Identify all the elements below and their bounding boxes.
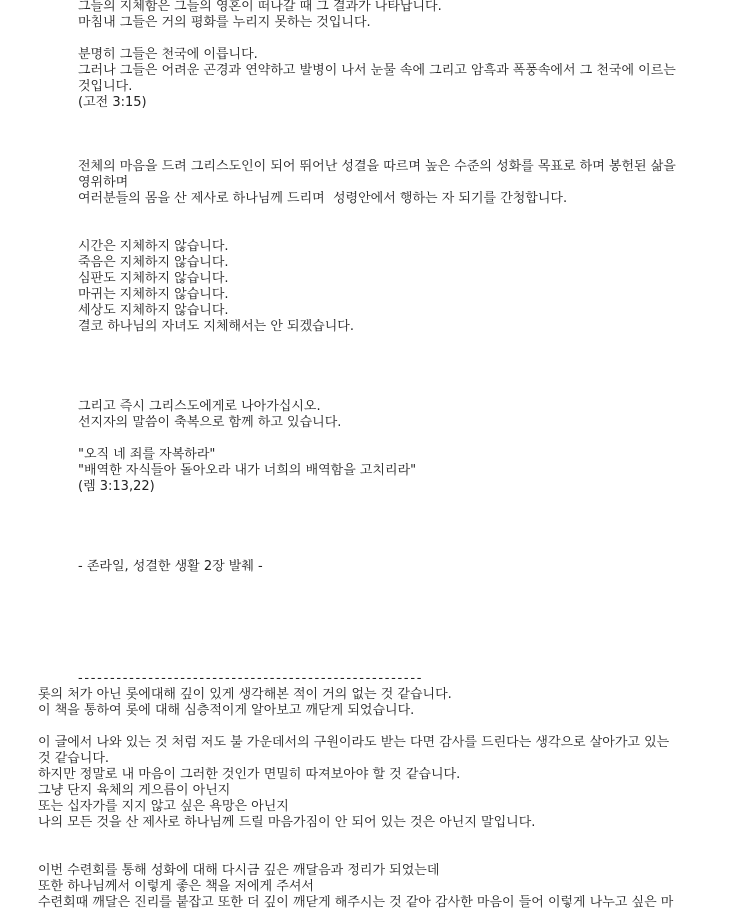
text-line: 전체의 마음을 드려 그리스도인이 되어 뛰어난 성결을 따르며 높은 수준의 성화를 목표로 하며 봉헌된 삶을 bbox=[78, 159, 676, 174]
text-line: 그냥 단지 육체의 게으름이 아닌지 bbox=[38, 783, 231, 798]
paragraph bbox=[38, 687, 744, 719]
text-line: 수련회때 깨달은 진리를 붙잡고 또한 더 깊이 깨닫게 해주시는 것 같아 감사한 마음이 들어 이렇게 나누고 싶은 마 bbox=[38, 895, 674, 910]
text-line: 마침내 그들은 거의 평화를 누리지 못하는 것입니다. bbox=[78, 15, 371, 30]
paragraph bbox=[38, 735, 744, 831]
text-line: 영위하며 bbox=[78, 175, 129, 190]
scripture-quote: "오직 네 죄를 자복하라" bbox=[78, 447, 216, 462]
text-line: 또한 하나님께서 이렇게 좋은 책을 저에게 주셔서 bbox=[38, 879, 314, 894]
paragraph bbox=[38, 863, 744, 911]
text-line: 또는 십자가를 지지 않고 싶은 욕망은 아닌지 bbox=[38, 799, 289, 814]
text-line: 결코 하나님의 자녀도 지체해서는 안 되겠습니다. bbox=[78, 319, 354, 334]
text-line: 죽음은 지체하지 않습니다. bbox=[78, 255, 229, 270]
paragraph bbox=[78, 447, 744, 495]
source-attribution: - 존라일, 성결한 생활 2장 발췌 - bbox=[78, 559, 263, 574]
text-line: 분명히 그들은 천국에 이릅니다. bbox=[78, 47, 258, 62]
text-line: 마귀는 지체하지 않습니다. bbox=[78, 287, 229, 302]
text-line: 그러나 그들은 어려운 곤경과 연약하고 발병이 나서 눈물 속에 그리고 암흑과 폭풍속에서 그 천국에 이르는 bbox=[78, 63, 676, 78]
text-line: 것 같습니다. bbox=[38, 751, 110, 766]
text-line: 선지자의 말씀이 축복으로 함께 하고 있습니다. bbox=[78, 415, 342, 430]
divider-line: ------------------------------------------------------ bbox=[78, 671, 424, 686]
text-line: 이 글에서 나와 있는 것 처럼 저도 불 가운데서의 구원이라도 받는 다면 감사를 드린다는 생각으로 살아가고 있는 bbox=[38, 735, 670, 750]
text-line: 세상도 지체하지 않습니다. bbox=[78, 303, 229, 318]
paragraph bbox=[78, 159, 744, 207]
text-line: 여러분들의 몸을 산 제사로 하나님께 드리며 성령안에서 행하는 자 되기를 간청합니다. bbox=[78, 191, 568, 206]
paragraph bbox=[78, 399, 744, 431]
text-line: 것입니다. bbox=[78, 79, 133, 94]
quoted-excerpt bbox=[78, 0, 744, 687]
text-line: 이번 수련회를 통해 성화에 대해 다시금 깊은 깨달음과 정리가 되었는데 bbox=[38, 863, 440, 878]
text-line: 그들의 지체함은 그들의 영혼이 떠나갈 때 그 결과가 나타납니다. bbox=[78, 0, 442, 14]
scripture-reference: (렘 3:13,22) bbox=[78, 479, 155, 494]
text-line: 이 책을 통하여 롯에 대해 심층적이게 알아보고 깨닫게 되었습니다. bbox=[38, 703, 415, 718]
scripture-quote: "배역한 자식들아 돌아오라 내가 너희의 배역함을 고치리라" bbox=[78, 463, 417, 478]
personal-reflection bbox=[38, 687, 744, 911]
text-line: 나의 모든 것을 산 제사로 하나님께 드릴 마음가짐이 안 되어 있는 것은 아닌지 말입니다. bbox=[38, 815, 536, 830]
text-line: 심판도 지체하지 않습니다. bbox=[78, 271, 229, 286]
paragraph bbox=[78, 239, 744, 335]
paragraph bbox=[78, 47, 744, 111]
paragraph bbox=[78, 0, 744, 31]
text-line: 하지만 정말로 내 마음이 그러한 것인가 면밀히 따져보아야 할 것 같습니다. bbox=[38, 767, 461, 782]
text-line: 그리고 즉시 그리스도에게로 나아가십시오. bbox=[78, 399, 321, 414]
text-line: 롯의 처가 아닌 롯에대해 깊이 있게 생각해본 적이 거의 없는 것 같습니다. bbox=[38, 687, 452, 702]
paragraph bbox=[78, 559, 744, 575]
scripture-reference: (고전 3:15) bbox=[78, 95, 147, 110]
text-line: 시간은 지체하지 않습니다. bbox=[78, 239, 229, 254]
